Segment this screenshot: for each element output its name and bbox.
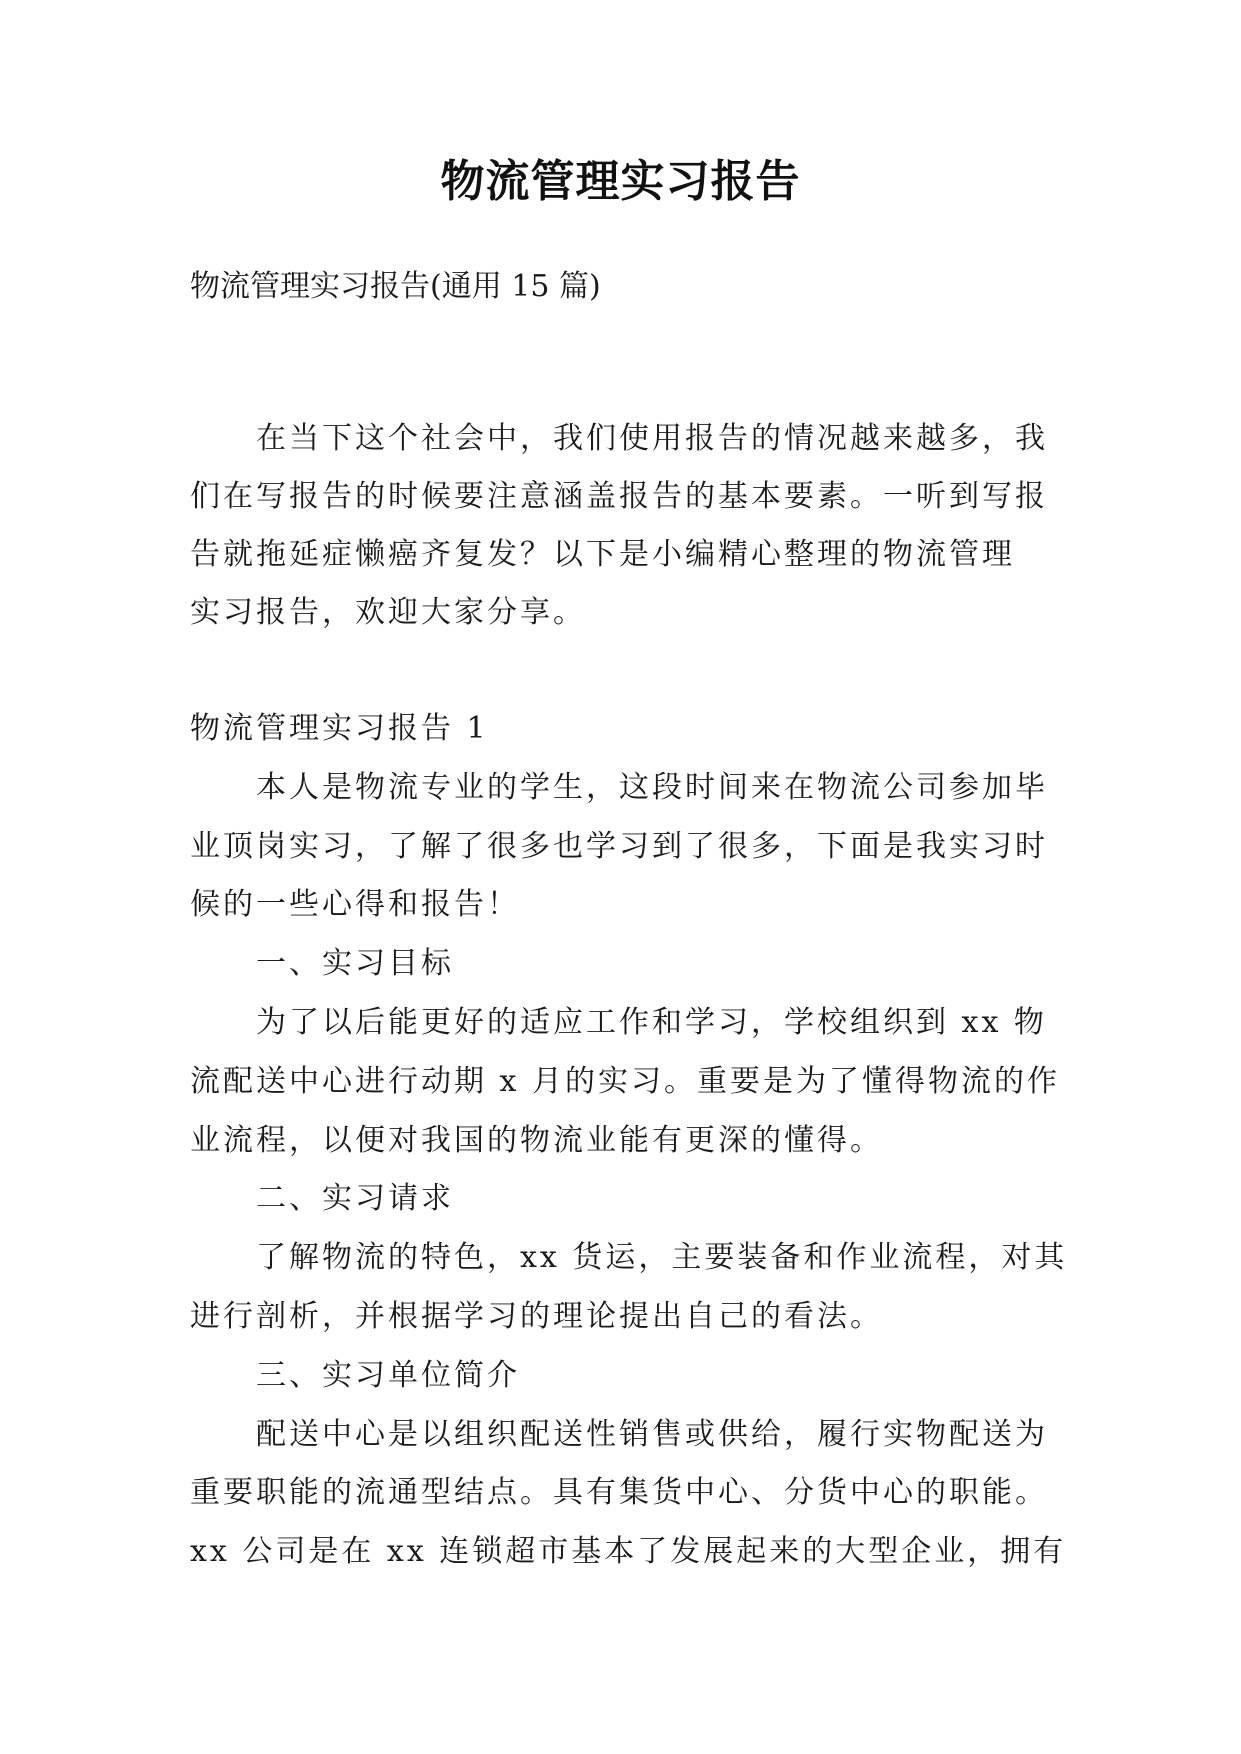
text-line: 本人是物流专业的学生，这段时间来在物流公司参加毕 <box>256 769 1048 805</box>
section-heading: 物流管理实习报告 1 <box>190 711 489 746</box>
text-line: xx 公司是在 xx 连锁超市基本了发展起来的大型企业，拥有 <box>190 1534 1067 1570</box>
document-title: 物流管理实习报告 <box>440 156 801 207</box>
text-line: 告就拖延症懒癌齐复发？以下是小编精心整理的物流管理 <box>190 537 1015 572</box>
report-body <box>190 700 1090 1582</box>
subsection-heading: 一、实习目标 <box>256 946 454 982</box>
text-line: 为了以后能更好的适应工作和学习，学校组织到 xx 物 <box>256 1004 1047 1040</box>
text-line: 们在写报告的时候要注意涵盖报告的基本要素。一听到写报 <box>190 479 1048 514</box>
intro-paragraph <box>190 410 1070 642</box>
text-line: 配送中心是以组织配送性销售或供给，履行实物配送为 <box>256 1416 1048 1452</box>
text-line: 在当下这个社会中，我们使用报告的情况越来越多，我 <box>256 421 1048 456</box>
text-line: 业流程，以便对我国的物流业能有更深的懂得。 <box>190 1122 883 1158</box>
text-line: 流配送中心进行动期 x 月的实习。重要是为了懂得物流的作 <box>190 1063 1060 1099</box>
text-line: 业顶岗实习，了解了很多也学习到了很多，下面是我实习时 <box>190 828 1048 864</box>
document-subtitle: 物流管理实习报告(通用 15 篇) <box>190 269 601 304</box>
text-line: 了解物流的特色，xx 货运，主要装备和作业流程，对其 <box>256 1240 1068 1276</box>
text-line: 进行剖析，并根据学习的理论提出自己的看法。 <box>190 1298 883 1334</box>
text-line: 重要职能的流通型结点。具有集货中心、分货中心的职能。 <box>190 1475 1048 1511</box>
text-line: 实习报告，欢迎大家分享。 <box>190 595 586 630</box>
subsection-heading: 二、实习请求 <box>256 1181 454 1217</box>
subsection-heading: 三、实习单位简介 <box>256 1357 520 1393</box>
text-line: 候的一些心得和报告！ <box>190 887 520 923</box>
